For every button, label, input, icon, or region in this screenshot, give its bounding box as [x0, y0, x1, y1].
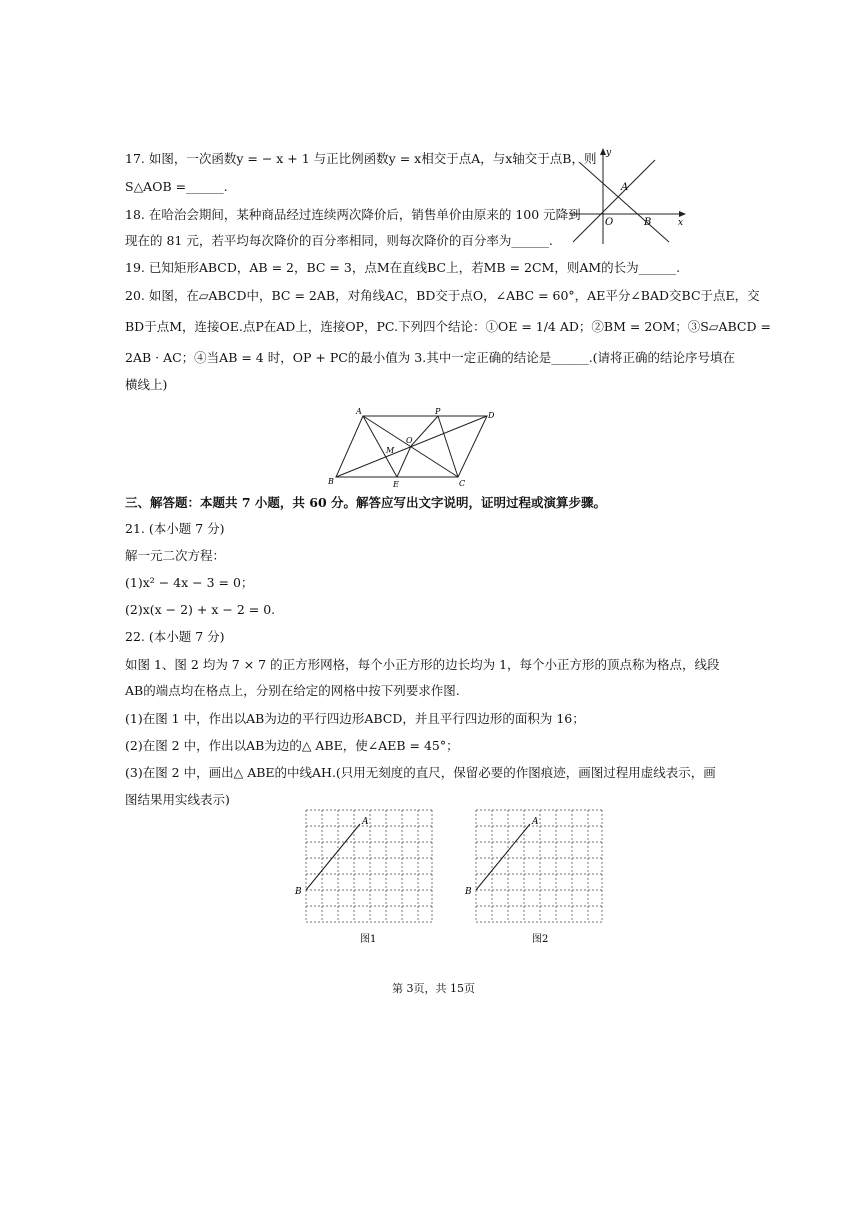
segment-OE — [397, 446, 411, 477]
q19-line1: 19. 已知矩形ABCD，AB = 2，BC = 3，点M在直线BC上，若MB = 2CM，则AM的长为______. — [125, 260, 681, 275]
q18-line1: 18. 在哈治会期间，某种商品经过连续两次降价后，销售单价由原来的 100 元降到 — [125, 207, 581, 222]
q22-part4: 图结果用实线表示) — [125, 792, 230, 807]
q20-line3: 2AB · AC；④当AB = 4 时，OP + PC的最小值为 3.其中一定正确的结论是______.(请将正确的结论序号填在 — [125, 350, 736, 365]
grid-1-lines — [306, 810, 432, 922]
page-number: 第 3页，共 15页 — [392, 982, 475, 995]
segment-AB — [476, 824, 530, 890]
q21-intro: 解一元二次方程： — [125, 548, 226, 563]
label-O: O — [406, 436, 413, 445]
segment-PC — [438, 416, 458, 477]
label-E: E — [393, 480, 399, 489]
q21-head: 21. (本小题 7 分) — [125, 521, 225, 536]
q22-line2: AB的端点均在格点上，分别在给定的网格中按下列要求作图. — [125, 683, 460, 698]
label-O: O — [605, 217, 614, 228]
q17-graph — [565, 146, 690, 246]
q22-head: 22. (本小题 7 分) — [125, 629, 225, 644]
label-B: B — [295, 887, 302, 897]
grid-2-lines — [476, 810, 602, 922]
grid-figure-1 — [292, 806, 437, 951]
label-y: y — [606, 148, 612, 158]
x-axis-arrow — [679, 211, 686, 217]
caption-2: 图2 — [532, 934, 549, 945]
q17-line1: 17. 如图，一次函数y = − x + 1 与正比例函数y = x相交于点A，与x轴交于点B，则 — [125, 151, 597, 166]
q21-part2: (2)x(x − 2) + x − 2 = 0. — [125, 602, 276, 617]
line-y-eq-neg-x-plus-1 — [579, 162, 669, 242]
q22-part2: (2)在图 2 中，作出以AB为边的△ ABE，使∠AEB = 45°； — [125, 738, 459, 753]
label-M: M — [386, 446, 395, 455]
label-P: P — [435, 407, 441, 416]
q20-line4: 横线上) — [125, 377, 168, 392]
label-A: A — [362, 817, 369, 827]
grid-figure-2 — [462, 806, 607, 951]
q22-part3: (3)在图 2 中，画出△ ABE的中线AH.(只用无刻度的直尺，保留必要的作图痕迹，画图过程用虚线表示，画 — [125, 765, 716, 780]
label-C: C — [459, 479, 466, 488]
q18-line2: 现在的 81 元，若平均每次降价的百分率相同，则每次降价的百分率为______. — [125, 233, 553, 248]
q20-line2: BD于点M，连接OE.点P在AD上，连接OP，PC.下列四个结论：①OE = 1/4 AD；②BM = 2OM；③S▱ABCD = — [125, 319, 771, 334]
q22-part1: (1)在图 1 中，作出以AB为边的平行四边形ABCD，并且平行四边形的面积为 16； — [125, 711, 585, 726]
label-B: B — [644, 217, 652, 228]
label-A: A — [532, 817, 539, 827]
q22-line1: 如图 1、图 2 均为 7 × 7 的正方形网格，每个小正方形的边长均为 1，每个小正方形的顶点称为格点，线段 — [125, 657, 720, 672]
section-3-heading: 三、解答题：本题共 7 小题，共 60 分。解答应写出文字说明，证明过程或演算步骤。 — [125, 495, 607, 510]
q17-line2: S△AOB =______. — [125, 179, 228, 194]
label-x: x — [678, 218, 684, 228]
segment-AB — [306, 824, 360, 890]
q20-parallelogram — [325, 404, 500, 490]
label-A: A — [356, 407, 362, 416]
label-B: B — [465, 887, 472, 897]
label-D: D — [488, 411, 495, 420]
caption-1: 图1 — [360, 934, 377, 945]
label-B: B — [328, 477, 334, 486]
q20-line1: 20. 如图，在▱ABCD中，BC = 2AB，对角线AC，BD交于点O，∠ABC = 60°，AE平分∠BAD交BC于点E，交 — [125, 288, 760, 303]
label-A: A — [621, 182, 629, 193]
line-y-eq-x — [573, 160, 655, 242]
q21-part1: (1)x² − 4x − 3 = 0； — [125, 575, 254, 590]
